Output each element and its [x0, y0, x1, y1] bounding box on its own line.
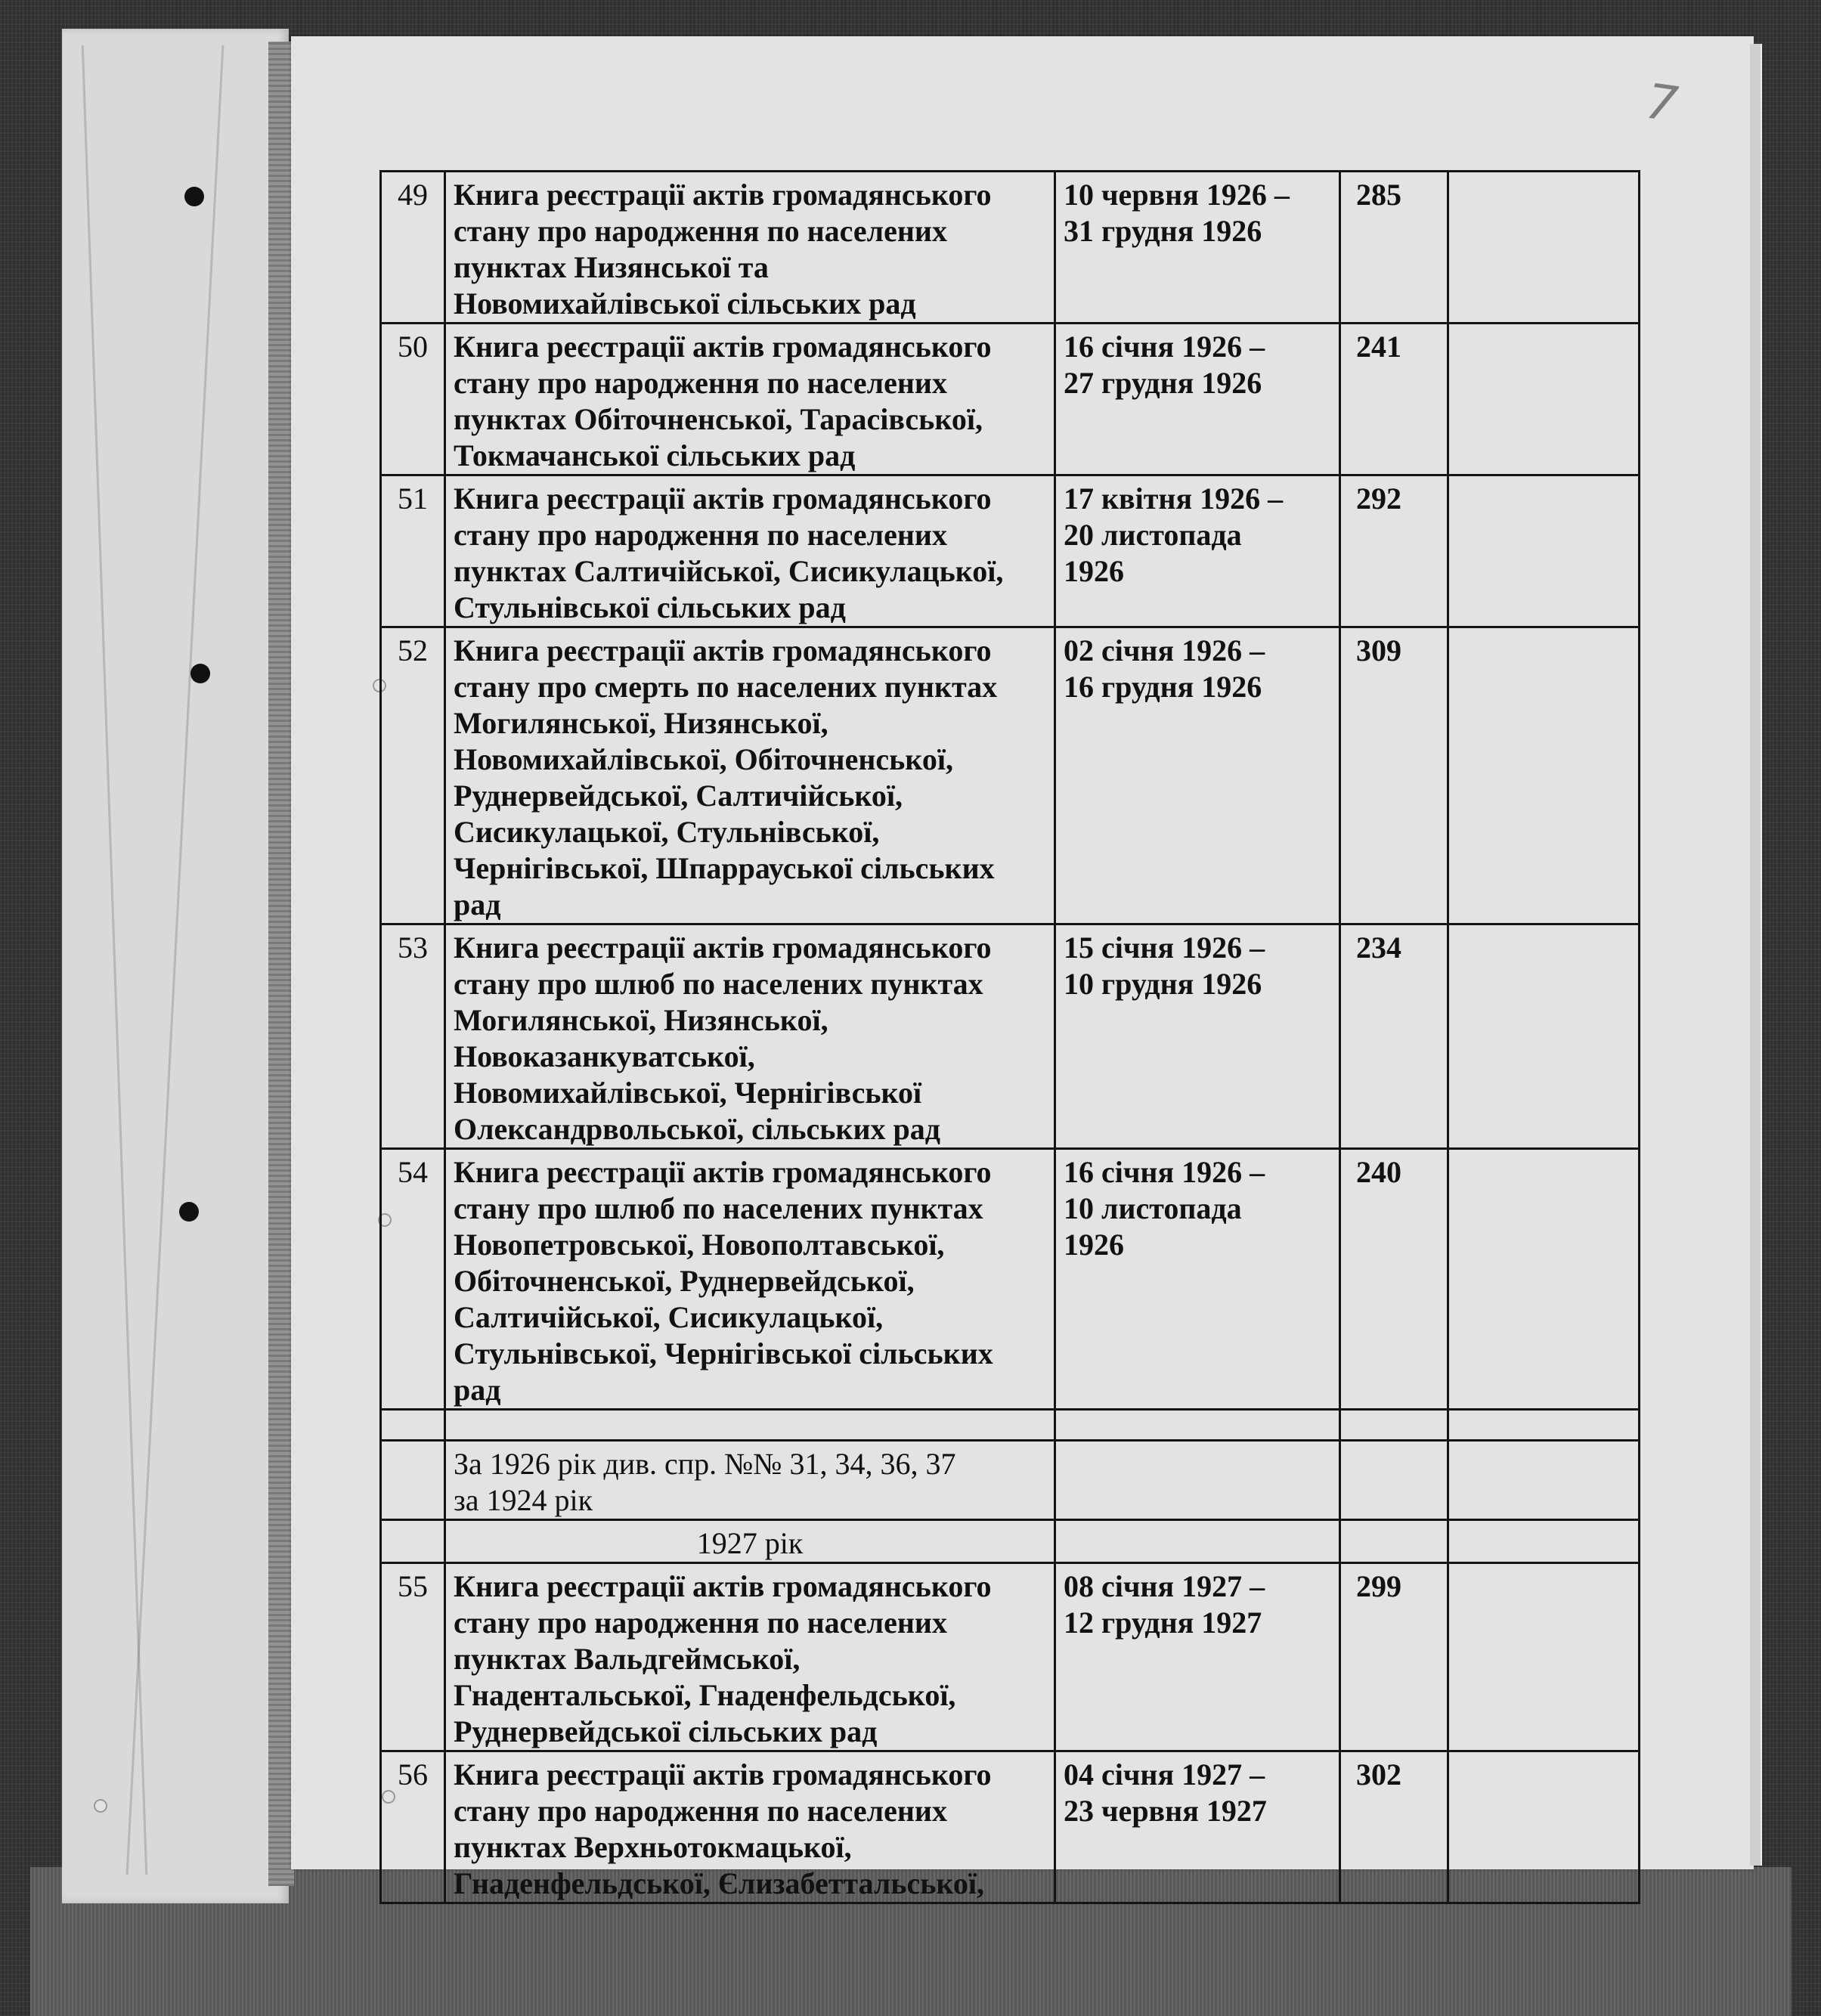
case-number: 50: [381, 324, 445, 475]
sheet-count: 302: [1340, 1751, 1448, 1903]
case-dates: 02 січня 1926 – 16 грудня 1926: [1055, 627, 1340, 924]
case-title: Книга реєстрації актів громадянського стану про народження по населених пунктах Низянської та Новомихайлівської сільських рад: [445, 172, 1055, 324]
case-note: [1448, 324, 1640, 475]
punch-hole: [190, 664, 210, 683]
case-dates: 10 червня 1926 – 31 грудня 1926: [1055, 172, 1340, 324]
case-title: Книга реєстрації актів громадянського стану про народження по населених пунктах Вальдгеймської, Гнадентальської, Гнаденфельдської, Руднервейдської сільських рад: [445, 1563, 1055, 1751]
case-note: [1448, 1149, 1640, 1410]
case-number: 52: [381, 627, 445, 924]
case-dates: 16 січня 1926 – 27 грудня 1926: [1055, 324, 1340, 475]
case-note: [1448, 1751, 1640, 1903]
table-row: [381, 1149, 1640, 1410]
case-note: [1448, 924, 1640, 1149]
case-dates: 17 квітня 1926 – 20 листопада 1926: [1055, 475, 1340, 627]
punch-hole: [184, 187, 204, 206]
case-number: 55: [381, 1563, 445, 1751]
case-note: [1448, 627, 1640, 924]
folio-number: 7: [1643, 73, 1681, 134]
case-title: Книга реєстрації актів громадянського стану про народження по населених пунктах Верхньотокмацької, Гнаденфельдської, Єлизабеттальської,: [445, 1751, 1055, 1903]
register-table: [379, 170, 1640, 1904]
case-number: 51: [381, 475, 445, 627]
note-row: [381, 1441, 1640, 1520]
cross-reference-note: За 1926 рік див. спр. №№ 31, 34, 36, 37 за 1924 рік: [445, 1441, 1055, 1520]
case-title: Книга реєстрації актів громадянського стану про народження по населених пунктах Салтичійської, Сисикулацької, Стульнівської сільських рад: [445, 475, 1055, 627]
punch-hole: [179, 1202, 199, 1222]
sheet-count: 240: [1340, 1149, 1448, 1410]
table-row: [381, 1751, 1640, 1903]
case-number: 49: [381, 172, 445, 324]
sheet-count: 299: [1340, 1563, 1448, 1751]
case-title: Книга реєстрації актів громадянського стану про шлюб по населених пунктах Новопетровської, Новополтавської, Обіточненської, Руднервейдської, Салтичійської, Сисикулацької, Стульнівської, Чернігівської сільських рад: [445, 1149, 1055, 1410]
case-title: Книга реєстрації актів громадянського стану про народження по населених пунктах Обіточненської, Тарасівської, Токмачанської сільських рад: [445, 324, 1055, 475]
case-title: Книга реєстрації актів громадянського стану про шлюб по населених пунктах Могилянської, Низянської, Новоказанкуватської, Новомихайлівської, Чернігівської Олександрвольської, сільських рад: [445, 924, 1055, 1149]
hole-mark: [94, 1799, 107, 1813]
year-heading-row: [381, 1520, 1640, 1563]
table-row: [381, 324, 1640, 475]
case-dates: 04 січня 1927 – 23 червня 1927: [1055, 1751, 1340, 1903]
sheet-count: 241: [1340, 324, 1448, 475]
year-heading: 1927 рік: [445, 1520, 1055, 1563]
empty-row: [381, 1410, 1640, 1441]
sheet-count: 292: [1340, 475, 1448, 627]
case-note: [1448, 475, 1640, 627]
case-number: 54: [381, 1149, 445, 1410]
case-note: [1448, 1563, 1640, 1751]
case-dates: 16 січня 1926 – 10 листопада 1926: [1055, 1149, 1340, 1410]
case-dates: 08 січня 1927 – 12 грудня 1927: [1055, 1563, 1340, 1751]
table-row: [381, 627, 1640, 924]
case-number: 56: [381, 1751, 445, 1903]
page-stack-edge: [1750, 44, 1762, 1866]
case-dates: 15 січня 1926 – 10 грудня 1926: [1055, 924, 1340, 1149]
sheet-count: 234: [1340, 924, 1448, 1149]
table-row: [381, 475, 1640, 627]
table-row: [381, 924, 1640, 1149]
case-note: [1448, 172, 1640, 324]
binding-strip: [268, 42, 294, 1886]
sheet-count: 309: [1340, 627, 1448, 924]
case-number: 53: [381, 924, 445, 1149]
case-title: Книга реєстрації актів громадянського стану про смерть по населених пунктах Могилянської, Низянської, Новомихайлівської, Обіточненської, Руднервейдської, Салтичійської, Сисикулацької, Стульнівської, Чернігівської, Шпаррауської сільських рад: [445, 627, 1055, 924]
table-row: [381, 172, 1640, 324]
table-row: [381, 1563, 1640, 1751]
sheet-count: 285: [1340, 172, 1448, 324]
